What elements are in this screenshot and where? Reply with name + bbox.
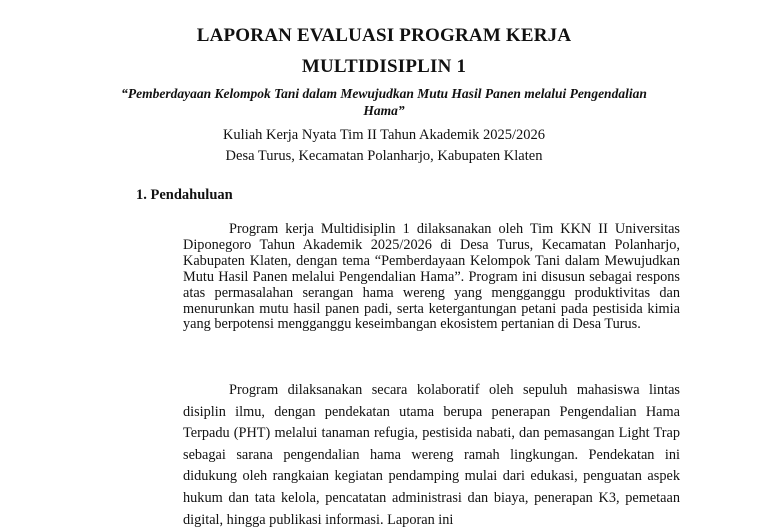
document-meta-location: Desa Turus, Kecamatan Polanharjo, Kabupaten Klaten (225, 148, 543, 164)
document-title-line2: MULTIDISIPLIN 1 (301, 56, 467, 77)
document-title-line1: LAPORAN EVALUASI PROGRAM KERJA (196, 25, 572, 46)
paragraph-1: Program kerja Multidisiplin 1 dilaksanakan oleh Tim KKN II Universitas Diponegoro Tahun Akademik 2025/2026 di Desa Turus, Kecamatan Polanharjo, Kabupaten Klaten, dengan tema “Pemberdayaan Kelompok Tani dalam Mewujudkan Mutu Hasil Panen melalui Pengendalian Hama”. Program ini disusun sebagai respons atas permasalahan serangan hama wereng yang mengganggu produktivitas dan menurunkan mutu hasil panen padi, serta ketergantungan petani pada pestisida kimia yang berpotensi mengganggu keseimbangan ekosistem pertanian di Desa Turus. (183, 221, 680, 333)
document-subtitle: “Pemberdayaan Kelompok Tani dalam Mewujudkan Mutu Hasil Panen melalui Pengendalian Hama” (121, 86, 647, 118)
paragraph-2: Program dilaksanakan secara kolaboratif oleh sepuluh mahasiswa lintas disiplin ilmu, dengan pendekatan utama berupa penerapan Pengendalian Hama Terpadu (PHT) melalui tanaman refugia, pestisida nabati, dan pemasangan Light Trap sebagai sarana pengendalian hama wereng ramah lingkungan. Pendekatan ini didukung oleh rangkaian kegiatan pendamping mulai dari edukasi, penguatan aspek hukum dan tata kelola, pencatatan administrasi dan biaya, penerapan K3, pemetaan digital, hingga publikasi informasi. Laporan ini (183, 382, 680, 528)
document-meta-program: Kuliah Kerja Nyata Tim II Tahun Akademik 2025/2026 (222, 127, 546, 143)
section-heading: 1. Pendahuluan (136, 187, 233, 203)
